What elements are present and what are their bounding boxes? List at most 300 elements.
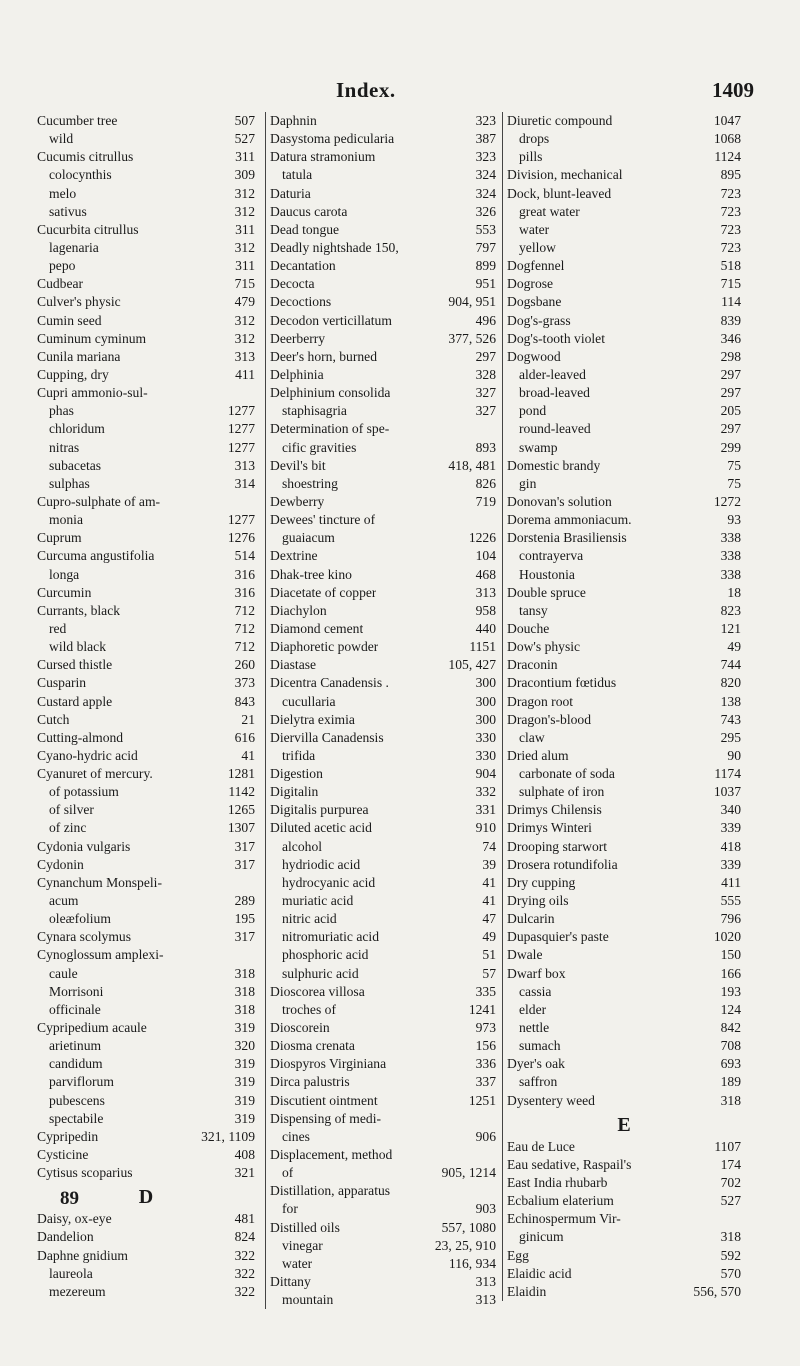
entry-term: Cynara scolymus bbox=[37, 929, 132, 945]
entry-page-ref: 556, 570 bbox=[693, 1283, 741, 1299]
entry-term: Cucurbita citrullus bbox=[37, 221, 139, 237]
entry-page-ref: 326 bbox=[475, 203, 496, 219]
entry-term: of silver bbox=[49, 802, 94, 818]
index-entry bbox=[270, 312, 496, 330]
entry-term: oleæfolium bbox=[49, 911, 111, 927]
index-entry bbox=[37, 693, 255, 711]
entry-term: pills bbox=[519, 149, 543, 165]
entry-term: Elaidin bbox=[507, 1283, 547, 1299]
entry-page-ref: 319 bbox=[234, 1110, 255, 1126]
index-entry bbox=[507, 965, 741, 983]
entry-page-ref: 527 bbox=[234, 131, 255, 147]
entry-term: Discutient ointment bbox=[270, 1092, 378, 1108]
entry-page-ref: 1047 bbox=[713, 113, 741, 128]
entry-term: cassia bbox=[519, 983, 552, 999]
entry-term: arietinum bbox=[49, 1038, 102, 1054]
entry-term: Dwarf box bbox=[507, 965, 566, 981]
entry-term: parviflorum bbox=[49, 1074, 114, 1090]
entry-page-ref: 313 bbox=[475, 1292, 496, 1308]
entry-page-ref: 318 bbox=[234, 965, 255, 981]
entry-page-ref: 114 bbox=[721, 294, 741, 310]
index-entry bbox=[37, 348, 255, 366]
index-subentry bbox=[37, 1073, 255, 1091]
entry-term: Diosma crenata bbox=[270, 1038, 355, 1054]
entry-page-ref: 527 bbox=[720, 1193, 741, 1209]
entry-page-ref: 557, 1080 bbox=[441, 1219, 496, 1235]
entry-term: Delphinium consolida bbox=[270, 385, 391, 401]
entry-page-ref: 1068 bbox=[713, 131, 741, 147]
entry-term: Diamond cement bbox=[270, 620, 364, 636]
entry-page-ref: 468 bbox=[475, 566, 496, 582]
entry-page-ref: 496 bbox=[475, 312, 496, 328]
entry-term: Morrisoni bbox=[49, 983, 104, 999]
entry-page-ref: 319 bbox=[234, 1056, 255, 1072]
index-entry bbox=[270, 293, 496, 311]
index-entry bbox=[507, 1174, 741, 1192]
index-entry bbox=[507, 747, 741, 765]
entry-term: pubescens bbox=[49, 1092, 105, 1108]
index-entry bbox=[37, 366, 255, 384]
entry-term: candidum bbox=[49, 1056, 103, 1072]
entry-page-ref: 905, 1214 bbox=[441, 1165, 496, 1181]
entry-page-ref: 797 bbox=[475, 239, 496, 255]
entry-page-ref: 75 bbox=[727, 475, 741, 491]
index-entry bbox=[270, 348, 496, 366]
entry-term: alder-leaved bbox=[519, 366, 586, 382]
entry-page-ref: 1277 bbox=[227, 512, 255, 528]
entry-page-ref: 1281 bbox=[227, 766, 255, 782]
index-entry bbox=[37, 1247, 255, 1265]
index-entry bbox=[270, 1073, 496, 1091]
entry-term: Cusparin bbox=[37, 675, 87, 691]
index-entry bbox=[37, 1128, 255, 1146]
index-subentry bbox=[507, 1001, 741, 1019]
entry-page-ref: 1151 bbox=[469, 639, 496, 655]
index-subentry bbox=[37, 257, 255, 275]
entry-page-ref: 321, 1109 bbox=[201, 1128, 255, 1144]
index-column-1 bbox=[37, 112, 255, 1301]
entry-term: tansy bbox=[519, 602, 548, 618]
index-entry bbox=[507, 711, 741, 729]
index-entry bbox=[37, 602, 255, 620]
entry-page-ref: 41 bbox=[241, 747, 255, 763]
entry-page-ref: 41 bbox=[482, 893, 496, 909]
entry-term: Cumin seed bbox=[37, 312, 102, 328]
entry-term: ginicum bbox=[519, 1229, 564, 1245]
entry-term: Dirca palustris bbox=[270, 1074, 350, 1090]
entry-term: sativus bbox=[49, 203, 87, 219]
entry-page-ref: 335 bbox=[475, 983, 496, 999]
index-subentry bbox=[37, 185, 255, 203]
entry-term: Daturia bbox=[270, 185, 311, 201]
index-subentry bbox=[507, 203, 741, 221]
entry-page-ref: 951 bbox=[475, 276, 496, 292]
entry-page-ref: 322 bbox=[234, 1247, 255, 1263]
entry-term: Daphnin bbox=[270, 113, 317, 128]
entry-term: cucullaria bbox=[282, 693, 336, 709]
entry-page-ref: 377, 526 bbox=[448, 330, 496, 346]
entry-page-ref: 973 bbox=[475, 1020, 496, 1036]
entry-page-ref: 124 bbox=[720, 1001, 741, 1017]
entry-page-ref: 418, 481 bbox=[448, 457, 496, 473]
entry-page-ref: 903 bbox=[475, 1201, 496, 1217]
entry-page-ref: 314 bbox=[234, 475, 255, 491]
index-subentry bbox=[507, 148, 741, 166]
entry-page-ref: 843 bbox=[234, 693, 255, 709]
entry-term: Dioscorein bbox=[270, 1020, 330, 1036]
entry-page-ref: 309 bbox=[234, 167, 255, 183]
entry-page-ref: 1277 bbox=[227, 403, 255, 419]
index-entry bbox=[270, 112, 496, 130]
entry-term: Dispensing of medi- bbox=[270, 1110, 382, 1126]
entry-page-ref: 906 bbox=[475, 1128, 496, 1144]
entry-page-ref: 320 bbox=[234, 1038, 255, 1054]
index-entry bbox=[507, 185, 741, 203]
entry-page-ref: 327 bbox=[475, 403, 496, 419]
index-subentry bbox=[270, 874, 496, 892]
entry-term: Drimys Chilensis bbox=[507, 802, 602, 818]
index-entry bbox=[270, 1037, 496, 1055]
entry-page-ref: 1107 bbox=[714, 1138, 741, 1154]
signature-mark: 89 bbox=[60, 1188, 79, 1209]
index-entry bbox=[507, 638, 741, 656]
entry-page-ref: 893 bbox=[475, 439, 496, 455]
index-column-3 bbox=[502, 112, 741, 1301]
entry-term: Daisy, ox-eye bbox=[37, 1211, 112, 1227]
entry-term: Decoctions bbox=[270, 294, 332, 310]
entry-term: water bbox=[282, 1255, 313, 1271]
entry-page-ref: 332 bbox=[475, 784, 496, 800]
entry-term: Cupro-sulphate of am- bbox=[37, 493, 161, 509]
entry-page-ref: 321 bbox=[234, 1165, 255, 1181]
entry-page-ref: 743 bbox=[720, 711, 741, 727]
entry-term: sumach bbox=[519, 1038, 561, 1054]
entry-term: Dandelion bbox=[37, 1229, 94, 1245]
entry-page-ref: 93 bbox=[727, 512, 741, 528]
entry-page-ref: 823 bbox=[720, 602, 741, 618]
entry-term: monia bbox=[49, 512, 83, 528]
entry-page-ref: 712 bbox=[234, 620, 255, 636]
entry-page-ref: 1276 bbox=[227, 530, 255, 546]
index-entry bbox=[507, 801, 741, 819]
entry-page-ref: 23, 25, 910 bbox=[434, 1237, 496, 1253]
entry-term: Displacement, method bbox=[270, 1147, 393, 1163]
entry-page-ref: 318 bbox=[720, 1092, 741, 1108]
entry-term: alcohol bbox=[282, 838, 323, 854]
entry-page-ref: 339 bbox=[720, 820, 741, 836]
entry-term: carbonate of soda bbox=[519, 766, 615, 782]
entry-term: Dogrose bbox=[507, 276, 554, 292]
entry-term: Dog's-tooth violet bbox=[507, 330, 605, 346]
entry-page-ref: 1272 bbox=[713, 493, 741, 509]
index-entry bbox=[37, 747, 255, 765]
entry-page-ref: 47 bbox=[482, 911, 496, 927]
entry-term: Curcumin bbox=[37, 584, 92, 600]
entry-term: staphisagria bbox=[282, 403, 347, 419]
index-entry bbox=[270, 1273, 496, 1291]
entry-page-ref: 899 bbox=[475, 258, 496, 274]
index-entry bbox=[507, 493, 741, 511]
index-subentry bbox=[270, 856, 496, 874]
entry-term: wild black bbox=[49, 639, 107, 655]
entry-term: nitromuriatic acid bbox=[282, 929, 380, 945]
index-subentry bbox=[270, 529, 496, 547]
entry-page-ref: 311 bbox=[235, 258, 255, 274]
entry-term: Dracontium fœtidus bbox=[507, 675, 617, 691]
index-subentry bbox=[507, 130, 741, 148]
entry-term: Decantation bbox=[270, 258, 336, 274]
entry-term: water bbox=[519, 221, 550, 237]
entry-term: Cynanchum Monspeli- bbox=[37, 874, 162, 890]
entry-term: subacetas bbox=[49, 457, 102, 473]
entry-page-ref: 338 bbox=[720, 530, 741, 546]
entry-term: officinale bbox=[49, 1001, 101, 1017]
entry-page-ref: 298 bbox=[720, 348, 741, 364]
index-subentry bbox=[37, 892, 255, 910]
entry-page-ref: 312 bbox=[234, 330, 255, 346]
index-entry bbox=[37, 547, 255, 565]
entry-term: mezereum bbox=[49, 1283, 106, 1299]
index-entry bbox=[37, 221, 255, 239]
entry-term: phosphoric acid bbox=[282, 947, 369, 963]
index-entry bbox=[270, 1092, 496, 1110]
index-subentry bbox=[37, 439, 255, 457]
entry-page-ref: 116, 934 bbox=[448, 1255, 496, 1271]
entry-page-ref: 330 bbox=[475, 747, 496, 763]
entry-page-ref: 1307 bbox=[227, 820, 255, 836]
entry-page-ref: 339 bbox=[720, 856, 741, 872]
index-entry bbox=[507, 620, 741, 638]
index-subentry bbox=[507, 402, 741, 420]
index-subentry bbox=[270, 1128, 496, 1146]
entry-term: Dulcarin bbox=[507, 911, 555, 927]
index-subentry bbox=[37, 819, 255, 837]
entry-term: Dhak-tree kino bbox=[270, 566, 352, 582]
entry-term: Diospyros Virginiana bbox=[270, 1056, 387, 1072]
index-subentry bbox=[270, 1237, 496, 1255]
entry-term: colocynthis bbox=[49, 167, 112, 183]
entry-term: Culver's physic bbox=[37, 294, 121, 310]
entry-page-ref: 300 bbox=[475, 693, 496, 709]
entry-term: Dielytra eximia bbox=[270, 711, 355, 727]
entry-page-ref: 346 bbox=[720, 330, 741, 346]
entry-term: Dorstenia Brasiliensis bbox=[507, 530, 627, 546]
entry-page-ref: 1037 bbox=[713, 784, 741, 800]
entry-page-ref: 553 bbox=[475, 221, 496, 237]
entry-page-ref: 518 bbox=[720, 258, 741, 274]
entry-page-ref: 313 bbox=[234, 457, 255, 473]
entry-page-ref: 311 bbox=[235, 149, 255, 165]
entry-term: Cursed thistle bbox=[37, 657, 113, 673]
index-entry bbox=[37, 148, 255, 166]
index-subentry bbox=[37, 402, 255, 420]
entry-page-ref: 842 bbox=[720, 1020, 741, 1036]
entry-page-ref: 820 bbox=[720, 675, 741, 691]
entry-term: Deerberry bbox=[270, 330, 326, 346]
entry-page-ref: 317 bbox=[234, 856, 255, 872]
entry-page-ref: 481 bbox=[234, 1211, 255, 1227]
entry-page-ref: 312 bbox=[234, 185, 255, 201]
entry-term: Cutting-almond bbox=[37, 729, 124, 745]
entry-term: Deer's horn, burned bbox=[270, 348, 378, 364]
entry-page-ref: 195 bbox=[234, 911, 255, 927]
entry-page-ref: 337 bbox=[475, 1074, 496, 1090]
entry-page-ref: 300 bbox=[475, 711, 496, 727]
entry-term: Dogwood bbox=[507, 348, 561, 364]
index-entry bbox=[270, 584, 496, 602]
entry-page-ref: 322 bbox=[234, 1265, 255, 1281]
index-subentry bbox=[270, 928, 496, 946]
index-subentry bbox=[37, 1001, 255, 1019]
entry-term: round-leaved bbox=[519, 421, 591, 437]
entry-term: tatula bbox=[282, 167, 313, 183]
entry-term: Digitalis purpurea bbox=[270, 802, 369, 818]
index-entry bbox=[507, 674, 741, 692]
entry-term: Daphne gnidium bbox=[37, 1247, 128, 1263]
entry-term: Dogfennel bbox=[507, 258, 565, 274]
entry-term: Determination of spe- bbox=[270, 421, 390, 437]
index-subentry bbox=[507, 602, 741, 620]
entry-term: East India rhubarb bbox=[507, 1175, 608, 1191]
entry-term: Cudbear bbox=[37, 276, 84, 292]
index-entry bbox=[37, 493, 255, 511]
index-entry bbox=[270, 547, 496, 565]
entry-page-ref: 958 bbox=[475, 602, 496, 618]
entry-page-ref: 318 bbox=[234, 983, 255, 999]
index-entry bbox=[507, 293, 741, 311]
entry-term: longa bbox=[49, 566, 80, 582]
index-subentry bbox=[37, 1283, 255, 1301]
entry-page-ref: 1124 bbox=[714, 149, 741, 165]
entry-page-ref: 150 bbox=[720, 947, 741, 963]
index-entry bbox=[507, 275, 741, 293]
index-entry bbox=[270, 819, 496, 837]
entry-page-ref: 297 bbox=[475, 348, 496, 364]
index-entry bbox=[37, 928, 255, 946]
index-subentry bbox=[270, 1200, 496, 1218]
entry-page-ref: 411 bbox=[235, 366, 255, 382]
index-entry bbox=[37, 946, 255, 964]
entry-term: sulphuric acid bbox=[282, 965, 359, 981]
index-subentry bbox=[507, 783, 741, 801]
index-entry bbox=[507, 166, 741, 184]
index-subentry bbox=[37, 511, 255, 529]
entry-page-ref: 910 bbox=[475, 820, 496, 836]
index-entry bbox=[270, 275, 496, 293]
index-entry bbox=[507, 330, 741, 348]
entry-term: Dead tongue bbox=[270, 221, 340, 237]
entry-term: of potassium bbox=[49, 784, 119, 800]
entry-term: Cysticine bbox=[37, 1147, 89, 1163]
entry-page-ref: 105, 427 bbox=[448, 657, 496, 673]
entry-term: for bbox=[282, 1201, 298, 1217]
index-subentry bbox=[270, 1164, 496, 1182]
entry-term: Dried alum bbox=[507, 747, 569, 763]
entry-page-ref: 555 bbox=[720, 893, 741, 909]
entry-page-ref: 90 bbox=[727, 747, 741, 763]
entry-term: Dysentery weed bbox=[507, 1092, 595, 1108]
entry-page-ref: 723 bbox=[720, 203, 741, 219]
entry-page-ref: 313 bbox=[475, 584, 496, 600]
entry-term: Digitalin bbox=[270, 784, 319, 800]
entry-term: Cuprum bbox=[37, 530, 82, 546]
entry-term: melo bbox=[49, 185, 77, 201]
entry-page-ref: 189 bbox=[720, 1074, 741, 1090]
entry-page-ref: 331 bbox=[475, 802, 496, 818]
entry-page-ref: 297 bbox=[720, 366, 741, 382]
index-subentry bbox=[270, 1291, 496, 1309]
index-entry bbox=[507, 1092, 741, 1110]
entry-term: contrayerva bbox=[519, 548, 584, 564]
entry-term: Dicentra Canadensis . bbox=[270, 675, 389, 691]
index-subentry bbox=[507, 221, 741, 239]
index-entry bbox=[37, 584, 255, 602]
entry-term: Dock, blunt-leaved bbox=[507, 185, 612, 201]
entry-page-ref: 592 bbox=[720, 1247, 741, 1263]
index-entry bbox=[270, 1219, 496, 1237]
entry-term: Diervilla Canadensis bbox=[270, 729, 384, 745]
entry-page-ref: 826 bbox=[475, 475, 496, 491]
index-entry bbox=[270, 493, 496, 511]
entry-page-ref: 297 bbox=[720, 385, 741, 401]
entry-page-ref: 839 bbox=[720, 312, 741, 328]
entry-term: Echinospermum Vir- bbox=[507, 1211, 621, 1227]
index-subentry bbox=[37, 983, 255, 1001]
index-subentry bbox=[37, 130, 255, 148]
entry-page-ref: 313 bbox=[475, 1274, 496, 1289]
index-subentry bbox=[37, 420, 255, 438]
entry-term: guaiacum bbox=[282, 530, 335, 546]
entry-term: Dragon root bbox=[507, 693, 574, 709]
entry-page-ref: 299 bbox=[720, 439, 741, 455]
entry-term: pepo bbox=[49, 258, 76, 274]
entry-term: Cyanuret of mercury. bbox=[37, 766, 153, 782]
entry-term: shoestring bbox=[282, 475, 338, 491]
entry-term: Currants, black bbox=[37, 602, 121, 618]
entry-term: Ecbalium elaterium bbox=[507, 1193, 614, 1209]
index-subentry bbox=[507, 765, 741, 783]
entry-term: lagenaria bbox=[49, 239, 99, 255]
entry-term: Cunila mariana bbox=[37, 348, 121, 364]
index-entry bbox=[270, 1019, 496, 1037]
index-entry bbox=[507, 1138, 741, 1156]
index-subentry bbox=[507, 566, 741, 584]
entry-page-ref: 514 bbox=[234, 548, 255, 564]
entry-term: Eau sedative, Raspail's bbox=[507, 1156, 632, 1172]
index-entry bbox=[507, 1265, 741, 1283]
index-entry bbox=[270, 783, 496, 801]
index-entry bbox=[37, 330, 255, 348]
entry-term: Elaidic acid bbox=[507, 1265, 572, 1281]
entry-page-ref: 340 bbox=[720, 802, 741, 818]
entry-page-ref: 289 bbox=[234, 893, 255, 909]
index-entry bbox=[507, 892, 741, 910]
entry-page-ref: 712 bbox=[234, 639, 255, 655]
entry-page-ref: 166 bbox=[720, 965, 741, 981]
entry-term: Daucus carota bbox=[270, 203, 348, 219]
index-entry bbox=[37, 1228, 255, 1246]
entry-term: Cupping, dry bbox=[37, 366, 109, 382]
entry-page-ref: 18 bbox=[727, 584, 741, 600]
entry-term: Diaphoretic powder bbox=[270, 639, 379, 655]
entry-term: Decodon verticillatum bbox=[270, 312, 392, 328]
entry-page-ref: 75 bbox=[727, 457, 741, 473]
page-number: 1409 bbox=[712, 78, 754, 102]
index-subentry bbox=[37, 457, 255, 475]
entry-page-ref: 318 bbox=[234, 1001, 255, 1017]
index-entry bbox=[507, 529, 741, 547]
entry-term: Cupri ammonio-sul- bbox=[37, 385, 148, 401]
